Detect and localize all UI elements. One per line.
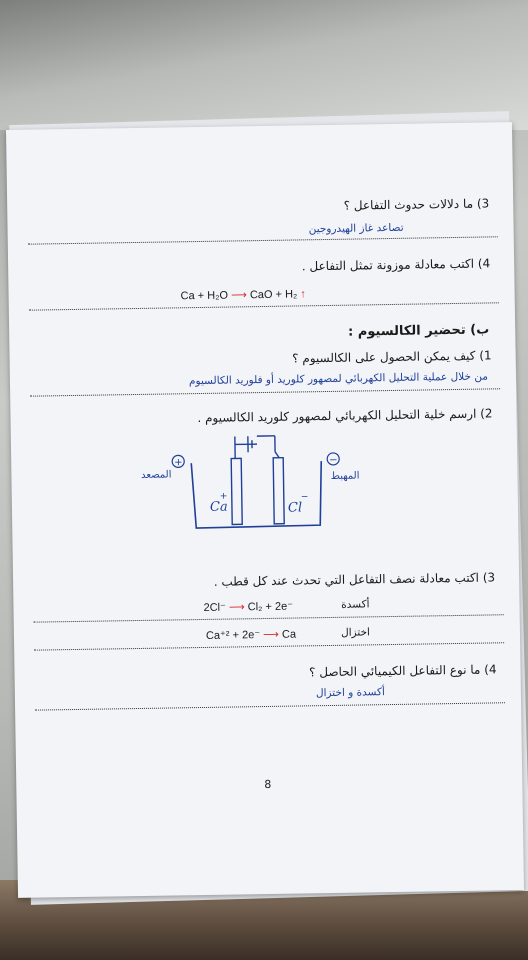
- question-b4: [309, 662, 497, 679]
- electrode-left: [231, 458, 242, 524]
- reduction-label: اختزال: [340, 626, 371, 639]
- cathode-label: المهبط: [330, 470, 360, 482]
- answer-b1: من خلال عملية التحليل الكهربائي لمصهور كلوريد أو فلوريد الكالسيوم: [188, 370, 489, 388]
- background-surface: [0, 0, 528, 130]
- equation-right: CaO + H₂: [249, 288, 298, 302]
- cathode-sign: −: [329, 454, 338, 466]
- answer-line: [35, 702, 505, 710]
- answer-line: [34, 642, 504, 650]
- answer-line: [29, 302, 499, 310]
- oxidation-label: أكسدة: [341, 598, 370, 611]
- question-text: اكتب معادلة نصف التفاعل التي تحدث عند كل قطب .: [213, 570, 480, 589]
- question-number: 3): [482, 570, 496, 585]
- equation-left: 2Cl⁻: [203, 601, 226, 614]
- answer-line: [30, 388, 500, 396]
- question-number: 3): [476, 196, 490, 211]
- question-text: ارسم خلية التحليل الكهربائي لمصهور كلوريد الكالسيوم .: [197, 406, 477, 426]
- answer-b4: أكسدة و اختزال: [315, 686, 385, 700]
- anode-sign: +: [174, 457, 183, 469]
- question-b1: [292, 348, 492, 365]
- ion-calcium-label: Ca: [209, 499, 228, 515]
- equation-left: Ca + H₂O: [180, 289, 229, 303]
- ion-chloride-label: Cl: [287, 500, 303, 516]
- question-b2: [197, 406, 492, 425]
- electrolysis-cell-diagram: [111, 431, 360, 545]
- worksheet-page: [6, 122, 524, 898]
- ion-chloride-charge: −: [300, 492, 309, 503]
- answer-line: [34, 614, 504, 622]
- answer-3: تصاعد غاز الهيدروجين: [308, 221, 404, 236]
- arrow-right-icon: ⟶: [263, 628, 280, 642]
- arrow-up-icon: ↑: [300, 288, 306, 301]
- question-number: 4): [484, 662, 497, 677]
- equation-left: Ca⁺² + 2e⁻: [205, 629, 261, 642]
- answer-line: [28, 236, 498, 244]
- ion-calcium-charge: +: [219, 491, 228, 502]
- question-number: 4): [477, 256, 491, 271]
- electrode-right: [273, 458, 284, 524]
- question-number: 2): [480, 406, 493, 421]
- question-text: ما دلالات حدوث التفاعل ؟: [343, 196, 474, 213]
- question-b3: [214, 570, 496, 588]
- arrow-right-icon: ⟶: [228, 601, 245, 614]
- half-equation-oxidation: [203, 600, 293, 614]
- equation-balanced: [181, 287, 306, 302]
- section-title: ب) تحضير الكالسيوم :: [347, 322, 490, 340]
- anode-label: المصعد: [140, 469, 172, 481]
- question-3: [344, 196, 490, 212]
- question-text: كيف يمكن الحصول على الكالسيوم ؟: [292, 348, 476, 366]
- arrow-right-icon: ⟶: [230, 289, 247, 302]
- question-text: اكتب معادلة موزونة تمثل التفاعل .: [301, 256, 475, 274]
- wire-right: [275, 452, 279, 458]
- half-equation-reduction: [206, 628, 296, 642]
- page-number: 8: [264, 777, 272, 792]
- question-number: 1): [479, 348, 492, 363]
- question-4: [302, 256, 491, 273]
- question-text: ما نوع التفاعل الكيميائي الحاصل ؟: [309, 662, 481, 680]
- equation-right: Cl₂ + 2e⁻: [247, 600, 294, 614]
- equation-right: Ca: [281, 628, 297, 641]
